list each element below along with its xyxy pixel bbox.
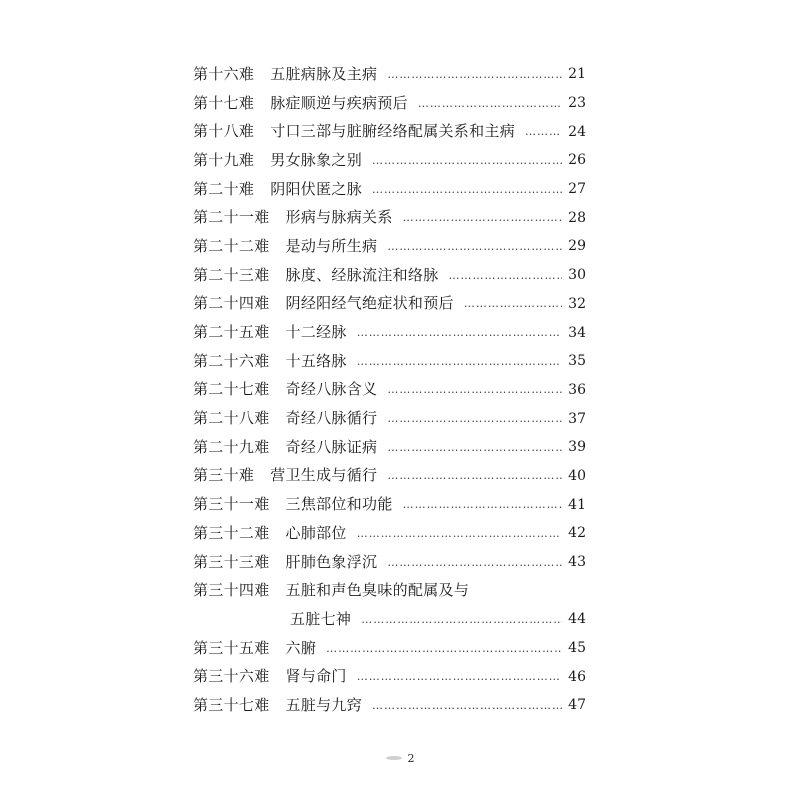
page-number: 29 [568,238,586,255]
toc-row [193,175,586,204]
chapter-label: 第三十五难 [193,638,270,657]
page-number: 43 [568,554,586,571]
flourish-ornament-icon [386,756,402,760]
topic-title: 寸口三部与脏腑经络配属关系和主病 [270,122,516,141]
topic-title: 脉度、经脉流注和络脉 [285,265,439,284]
toc-row [193,117,586,146]
topic-title: 心肺部位 [285,523,347,542]
page-number: 41 [568,496,586,513]
chapter-label: 第二十八难 [193,409,270,428]
chapter-label: 第二十五难 [193,323,270,342]
page-footer [0,751,800,765]
topic-title: 奇经八脉含义 [285,380,378,399]
dot-leader [361,614,562,625]
dot-leader [372,700,562,711]
page-number: 40 [568,467,586,484]
chapter-label: 第十六难 [193,64,255,83]
topic-title: 肾与命门 [285,667,347,686]
topic-title: 奇经八脉循行 [285,409,378,428]
topic-title: 奇经八脉证病 [285,437,378,456]
page-number: 30 [568,267,586,284]
topic-title: 是动与所生病 [285,236,378,255]
toc-row [193,261,586,290]
toc-row [193,290,586,319]
page-number: 27 [568,181,586,198]
toc-row [193,433,586,462]
topic-title: 脉症顺逆与疾病预后 [270,93,408,112]
toc-row [193,662,586,691]
dot-leader [403,212,562,223]
page-number: 36 [568,381,586,398]
topic-title: 十二经脉 [285,323,347,342]
chapter-label: 第十八难 [193,122,255,141]
topic-title: 阴阳伏匿之脉 [270,179,363,198]
chapter-label: 第二十七难 [193,380,270,399]
dot-leader [464,298,562,309]
toc-row [193,634,586,663]
toc-row [193,89,586,118]
page-number: 44 [568,611,586,628]
page-number: 47 [568,697,586,714]
toc-row [193,691,586,720]
dot-leader [449,270,562,281]
page-number: 26 [568,152,586,169]
topic-title: 十五络脉 [285,351,347,370]
toc-row-continuation [193,605,586,634]
dot-leader [372,184,562,195]
chapter-label: 第二十一难 [193,208,270,227]
toc-row [193,462,586,491]
chapter-label: 第二十二难 [193,236,270,255]
dot-leader [357,671,562,682]
toc-row [193,318,586,347]
page-number: 46 [568,668,586,685]
dot-leader [387,241,562,252]
toc-row [193,60,586,89]
topic-title: 五脏和声色臭味的配属及与 [285,581,470,600]
dot-leader [357,327,562,338]
dot-leader [418,98,562,109]
folio-page-number: 2 [407,751,415,765]
page-number: 45 [568,640,586,657]
page-number: 35 [568,353,586,370]
topic-title: 六腑 [285,638,317,657]
toc-row [193,347,586,376]
dot-leader [387,413,562,424]
page-number: 21 [568,66,586,83]
page-number: 28 [568,209,586,226]
page-number: 39 [568,439,586,456]
topic-title: 形病与脉病关系 [285,208,393,227]
toc-row [193,376,586,405]
page-number: 32 [568,295,586,312]
dot-leader [387,69,562,80]
topic-title: 五脏与九窍 [285,695,363,714]
dot-leader [525,126,562,137]
toc-row [193,203,586,232]
toc-row [193,519,586,548]
chapter-label: 第三十一难 [193,495,270,514]
page-number: 42 [568,525,586,542]
chapter-label: 第三十二难 [193,523,270,542]
toc-row [193,146,586,175]
topic-title: 五脏病脉及主病 [270,64,378,83]
chapter-label: 第三十七难 [193,695,270,714]
dot-leader [403,499,562,510]
chapter-label: 第二十九难 [193,437,270,456]
dot-leader [387,557,562,568]
topic-title: 阴经阳经气绝症状和预后 [285,294,454,313]
dot-leader [387,442,562,453]
topic-title: 营卫生成与循行 [270,466,378,485]
toc-row [193,232,586,261]
page-number: 23 [568,95,586,112]
dot-leader [357,356,562,367]
chapter-label: 第二十四难 [193,294,270,313]
toc-row [193,490,586,519]
table-of-contents [193,60,586,720]
chapter-label: 第十九难 [193,150,255,169]
chapter-label: 第三十难 [193,466,255,485]
topic-title: 三焦部位和功能 [285,495,393,514]
chapter-label: 第三十六难 [193,667,270,686]
dot-leader [372,155,562,166]
topic-title: 五脏七神 [290,609,352,628]
page-number: 24 [568,123,586,140]
chapter-label: 第三十四难 [193,581,270,600]
chapter-label: 第二十三难 [193,265,270,284]
topic-title: 男女脉象之别 [270,150,363,169]
chapter-label: 第三十三难 [193,552,270,571]
chapter-label: 第十七难 [193,93,255,112]
dot-leader [326,643,562,654]
topic-title: 肝肺色象浮沉 [285,552,378,571]
chapter-label: 第二十六难 [193,351,270,370]
toc-row [193,404,586,433]
toc-row [193,576,586,605]
dot-leader [387,384,562,395]
toc-row [193,548,586,577]
page-number: 34 [568,324,586,341]
page-number: 37 [568,410,586,427]
dot-leader [387,470,562,481]
dot-leader [357,528,562,539]
chapter-label: 第二十难 [193,179,255,198]
